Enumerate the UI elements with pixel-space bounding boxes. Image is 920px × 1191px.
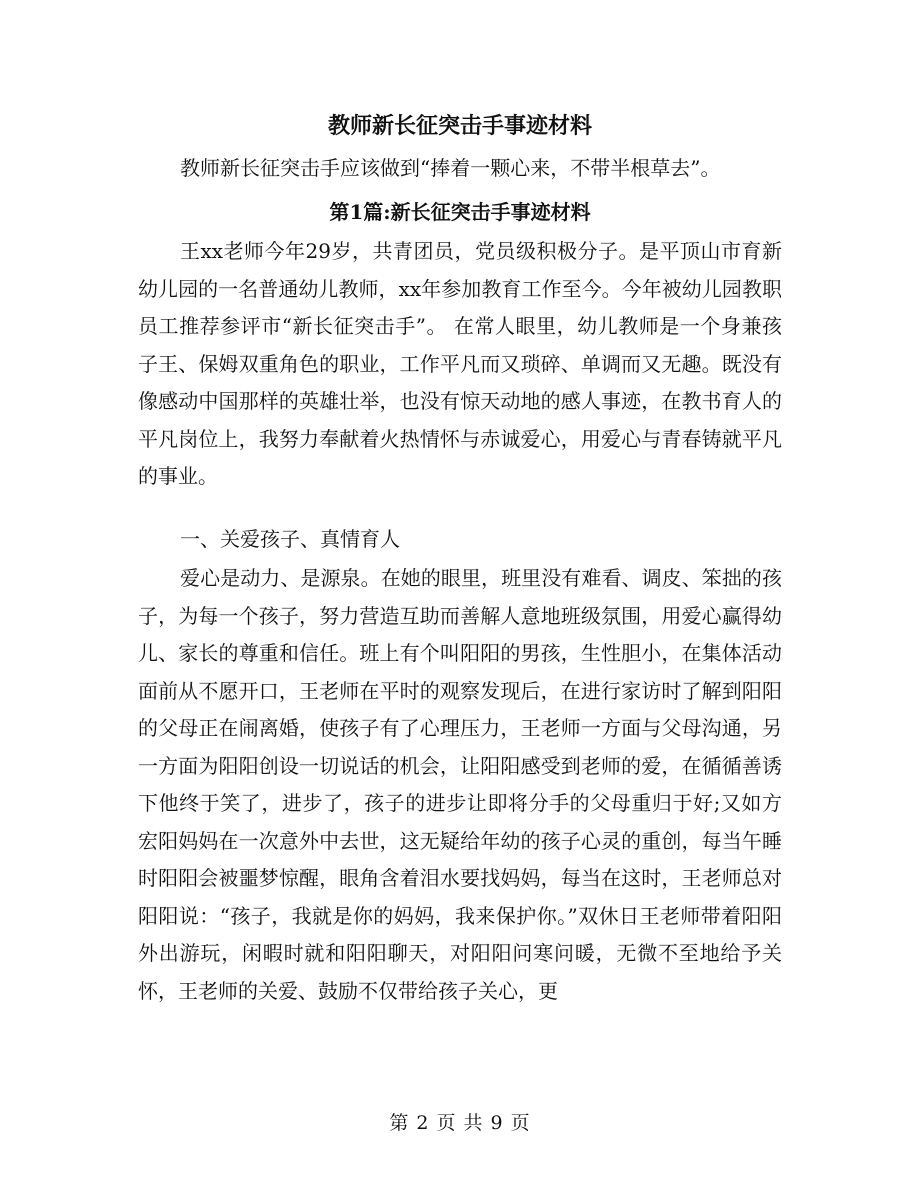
body-paragraph: 爱心是动力、是源泉。在她的眼里，班里没有难看、调皮、笨拙的孩子，为每一个孩子，努力营造互助而善解人意地班级氛围，用爱心赢得幼儿、家长的尊重和信任。班上有个叫阳阳的男孩，生性胆小，在集体活动面前从不愿开口，王老师在平时的观察发现后，在进行家访时了解到阳阳的父母正在闹离婚，使孩子有了心理压力，王老师一方面与父母沟通，另一方面为阳阳创设一切说话的机会，让阳阳感受到老师的爱，在循循善诱下他终于笑了，进步了，孩子的进步让即将分手的父母重归于好;又如方宏阳妈妈在一次意外中去世，这无疑给年幼的孩子心灵的重创，每当午睡时阳阳会被噩梦惊醒，眼角含着泪水要找妈妈，每当在这时，王老师总对阳阳说：“孩子，我就是你的妈妈，我来保护你。”双休日王老师带着阳阳外出游玩，闲暇时就和阳阳聊天，对阳阳问寒问暖，无微不至地给予关怀，王老师的关爱、鼓励不仅带给孩子关心，更	[138, 566, 782, 1003]
document-title: 教师新长征突击手事迹材料	[327, 113, 592, 139]
document-subtitle: 教师新长征突击手应该做到“捧着一颗心来，不带半根草去”。	[180, 156, 721, 180]
subsection-heading: 一、关爱孩子、真情育人	[180, 527, 400, 551]
body-paragraph: 王xx老师今年29岁，共青团员，党员级积极分子。是平顶山市育新幼儿园的一名普通幼儿教师，xx年参加教育工作至今。今年被幼儿园教职员工推荐参评市“新长征突击手”。 在常人眼里，幼儿教师是一个身兼孩子王、保姆双重角色的职业，工作平凡而又琐碎、单调而又无趣。既没有像感动中国那样的英雄壮举，也没有惊天动地的感人事迹，在教书育人的平凡岗位上，我努力奉献着火热情怀与赤诚爱心，用爱心与青春铸就平凡的事业。	[138, 239, 782, 488]
section-heading: 第1篇:新长征突击手事迹材料	[329, 200, 591, 224]
page-indicator: 第 2 页 共 9 页	[389, 1112, 531, 1134]
